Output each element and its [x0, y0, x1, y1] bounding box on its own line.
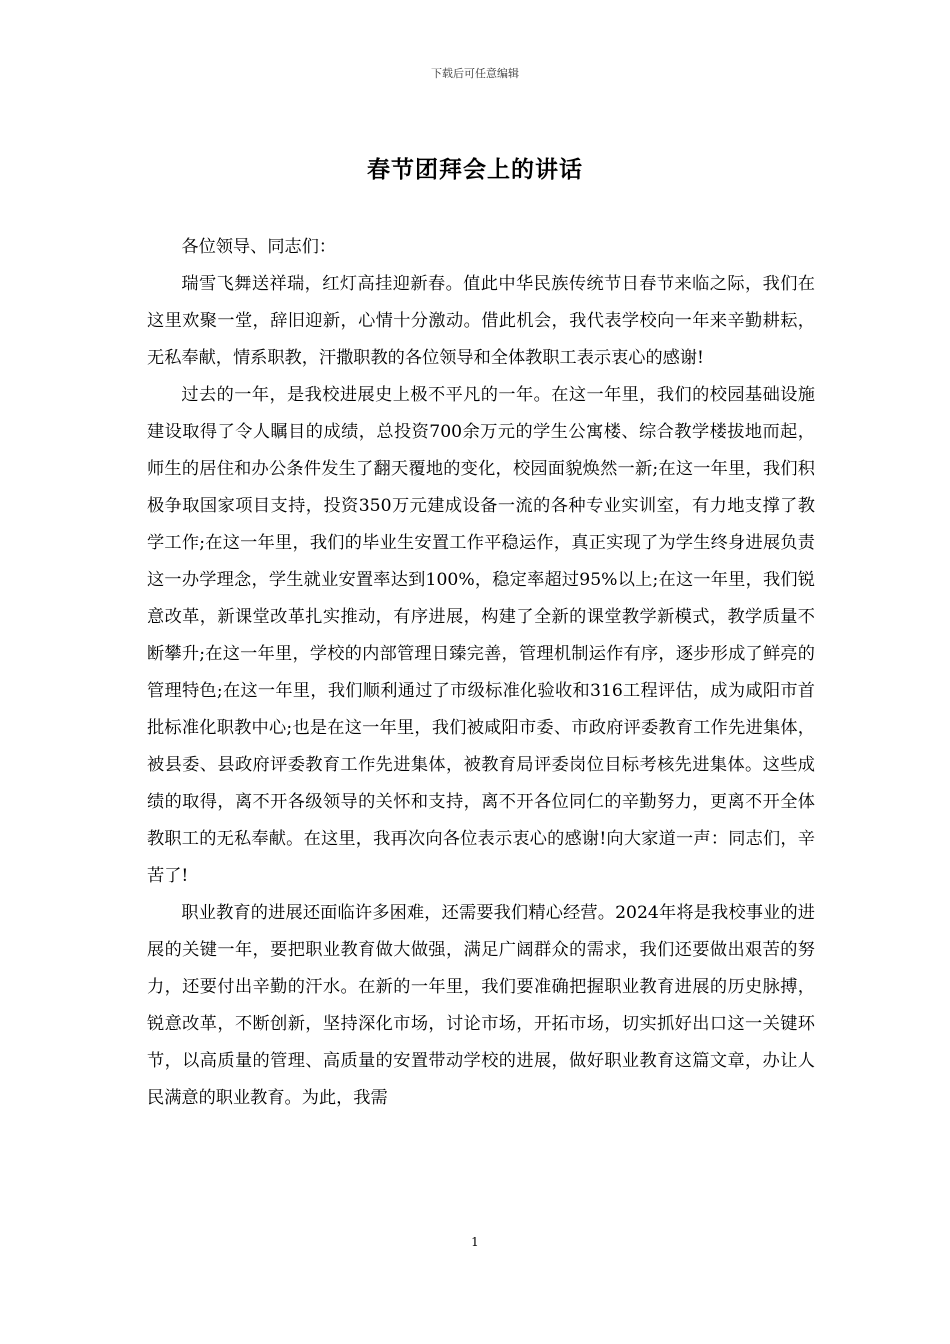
header-note: 下载后可任意编辑	[431, 67, 519, 80]
body-paragraph: 过去的一年，是我校进展史上极不平凡的一年。在这一年里，我们的校园基础设施建设取得了令人瞩目的成绩，总投资700余万元的学生公寓楼、综合教学楼拔地而起，师生的居住和办公条件发生了翻天覆地的变化，校园面貌焕然一新;在这一年里，我们积极争取国家项目支持，投资350万元建成设备一流的各种专业实训室，有力地支撑了教学工作;在这一年里，我们的毕业生安置工作平稳运作，真正实现了为学生终身进展负责这一办学理念，学生就业安置率达到100%，稳定率超过95%以上;在这一年里，我们锐意改革，新课堂改革扎实推动，有序进展，构建了全新的课堂教学新模式，教学质量不断攀升;在这一年里，学校的内部管理日臻完善，管理机制运作有序，逐步形成了鲜亮的管理特色;在这一年里，我们顺利通过了市级标准化验收和316工程评估，成为咸阳市首批标准化职教中心;也是在这一年里，我们被咸阳市委、市政府评委教育工作先进集体，被县委、县政府评委教育工作先进集体，被教育局评委岗位目标考核先进集体。这些成绩的取得，离不开各级领导的关怀和支持，离不开各位同仁的辛勤努力，更离不开全体教职工的无私奉献。在这里，我再次向各位表示衷心的感谢!向大家道一声：同志们，辛苦了!	[147, 385, 815, 886]
page-number: 1	[471, 1235, 479, 1249]
document-body	[147, 229, 815, 1117]
body-paragraph: 瑞雪飞舞送祥瑞，红灯高挂迎新春。值此中华民族传统节日春节来临之际，我们在这里欢聚一堂，辞旧迎新，心情十分激动。借此机会，我代表学校向一年来辛勤耕耘，无私奉献，情系职教，汗撒职教的各位领导和全体教职工表示衷心的感谢!	[147, 274, 815, 368]
salutation-paragraph: 各位领导、同志们：	[181, 237, 337, 257]
body-paragraph: 职业教育的进展还面临许多困难，还需要我们精心经营。2024年将是我校事业的进展的关键一年，要把职业教育做大做强，满足广阔群众的需求，我们还要做出艰苦的努力，还要付出辛勤的汗水。在新的一年里，我们要准确把握职业教育进展的历史脉搏，锐意改革，不断创新，坚持深化市场，讨论市场，开拓市场，切实抓好出口这一关键环节，以高质量的管理、高质量的安置带动学校的进展，做好职业教育这篇文章，办让人民满意的职业教育。为此，我需	[147, 903, 815, 1108]
document-title: 春节团拜会上的讲话	[367, 156, 583, 183]
